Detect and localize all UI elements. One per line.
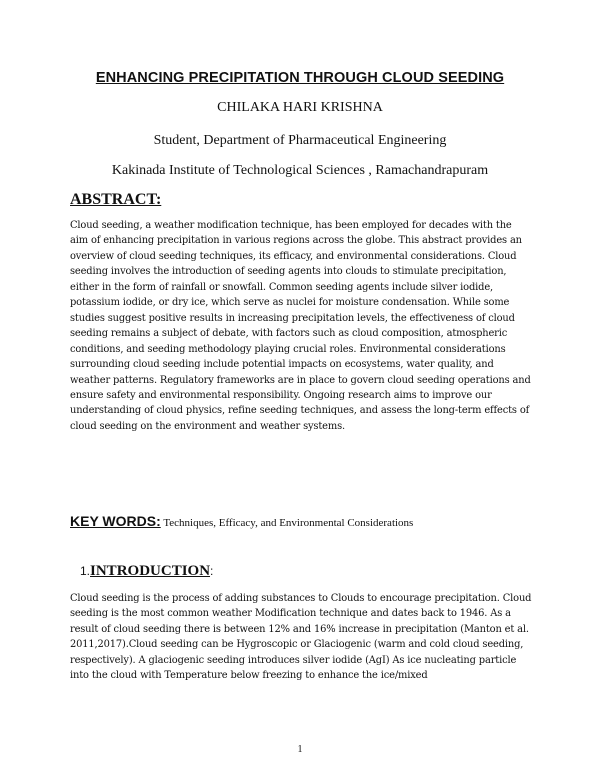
- author-name: CHILAKA HARI KRISHNA: [217, 100, 383, 115]
- author-institution: Kakinada Institute of Technological Sciences , Ramachandrapuram: [111, 163, 489, 178]
- section-number: 1.: [80, 564, 91, 578]
- abstract-text: Cloud seeding, a weather modification technique, has been employed for decades with the aim of enhancing precipitation in various regions across the globe. This abstract provides an overview of cloud seeding techniques, its efficacy, and environmental considerations. Cloud seeding involves the introduction of seeding agents into clouds to stimulate precipitation, either in the form of rainfall or snowfall. Common seeding agents include silver iodide, potassium iodide, or dry ice, which serve as nuclei for moisture condensation. While some studies suggest positive results in increasing precipitation levels, the effectiveness of cloud seeding remains a subject of debate, with factors such as cloud composition, atmospheric conditions, and seeding methodology playing crucial roles. Environmental considerations surrounding cloud seeding include potential impacts on ecosystems, water quality, and weather patterns. Regulatory frameworks are in place to govern cloud seeding operations and ensure safety and environmental responsibility. Ongoing research aims to improve our understanding of cloud physics, refine seeding techniques, and assess the long-term effects of cloud seeding on the environment and weather systems.: [70, 220, 531, 432]
- page-number: 1: [297, 744, 303, 755]
- author-affiliation: Student, Department of Pharmaceutical Engineering: [153, 133, 447, 148]
- paper-title: ENHANCING PRECIPITATION THROUGH CLOUD SEEDING: [95, 70, 505, 86]
- section-title-suffix: :: [210, 564, 214, 578]
- keywords-label: KEY WORDS:: [70, 513, 161, 529]
- abstract-heading: ABSTRACT:: [70, 191, 162, 208]
- keywords-text: Techniques, Efficacy, and Environmental Considerations: [163, 517, 414, 529]
- introduction-heading: [80, 563, 213, 580]
- keywords-line: [70, 513, 413, 529]
- introduction-text: Cloud seeding is the process of adding substances to Clouds to encourage precipitation. Cloud seeding is the most common weather Modification technique and dates back to 1946. As a result of cloud seeding there is between 12% and 16% increase in precipitation (Manton et al. 2011,2017).Cloud seeding can be Hygroscopic or Glaciogenic (warm and cold cloud seeding, respectively). A glaciogenic seeding introduces silver iodide (AgI) As ice nucleating particle into the cloud with Temperature below freezing to enhance the ice/mixed: [70, 593, 532, 682]
- section-title: INTRODUCTION: [90, 563, 211, 579]
